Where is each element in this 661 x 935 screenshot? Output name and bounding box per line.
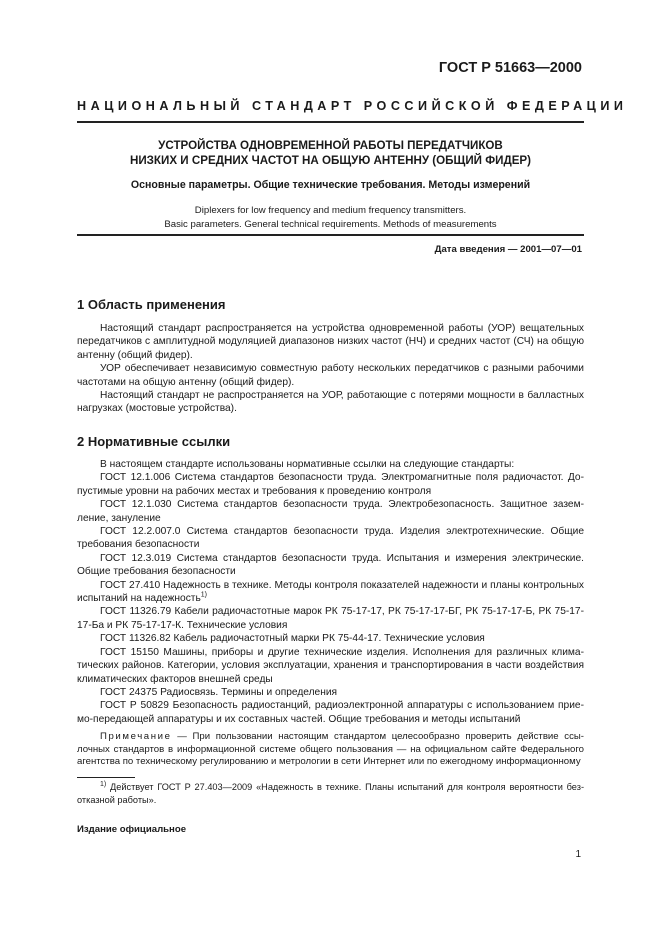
document-subtitle: Основные параметры. Общие технические требования. Методы измерений <box>130 179 531 191</box>
footnote-marker: 1) <box>100 780 107 788</box>
section-2-heading: 2 Нормативные ссылки <box>77 434 231 449</box>
reference-item: ГОСТ 12.1.006 Система стандартов безопасности труда. Электромагнитные поля радиочастот. Допустимые уровни на рабочих местах и требования к проведению контроля <box>77 472 584 497</box>
reference-item <box>77 579 584 606</box>
section-1-body <box>77 322 584 416</box>
section-1-paragraph: Настоящий стандарт не распространяется на УОР, работающие с потерями мощности в балластных нагрузках (мостовые устройства). <box>77 390 584 415</box>
reference-item: ГОСТ Р 50829 Безопасность радиостанций, радиоэлектронной аппаратуры с использованием приемо-передающей аппаратуры и их составных частей. Общие требования и методы испытаний <box>77 700 584 725</box>
reference-item: ГОСТ 12.2.007.0 Система стандартов безопасности труда. Изделия электротехнические. Общие требования безопасности <box>77 526 584 551</box>
section-1-paragraph: Настоящий стандарт распространяется на устройства одновременной работы (УОР) вещательных передатчиков с амплитудной модуляцией диапазонов низких частот (НЧ) и средних частот (СЧ) на общую антенну (общий фидер). <box>77 323 584 361</box>
title-line-1: УСТРОЙСТВА ОДНОВРЕМЕННОЙ РАБОТЫ ПЕРЕДАТЧИКОВ <box>158 139 503 152</box>
section-2-body <box>77 458 584 769</box>
reference-item: ГОСТ 11326.79 Кабели радиочастотные марок РК 75-17-17, РК 75-17-17-БГ, РК 75-17-17-Б, РК 75-17-17-Ба и РК 75-17-17-К. Технические условия <box>77 606 584 631</box>
document-title <box>77 139 584 168</box>
english-title-line-1: Diplexers for low frequency and medium frequency transmitters. <box>194 205 467 216</box>
reference-text: ГОСТ 27.410 Надежность в технике. Методы контроля показателей надежности и планы контрольных испытаний на надежность <box>77 579 584 605</box>
reference-item: ГОСТ 24375 Радиосвязь. Термины и определения <box>100 686 338 698</box>
footnote-divider <box>77 777 135 778</box>
document-number: ГОСТ Р 51663—2000 <box>438 60 582 76</box>
national-standard-heading: НАЦИОНАЛЬНЫЙ СТАНДАРТ РОССИЙСКОЙ ФЕДЕРАЦИИ <box>77 99 628 113</box>
reference-item: ГОСТ 12.3.019 Система стандартов безопасности труда. Испытания и измерения электрические. Общие требования безопасности <box>77 552 584 578</box>
introduction-date: Дата введения — 2001—07—01 <box>434 244 582 255</box>
page-number: 1 <box>575 849 581 860</box>
english-title <box>77 204 584 231</box>
section-2-intro: В настоящем стандарте использованы нормативные ссылки на следующие стандарты: <box>100 459 515 470</box>
title-line-2: НИЗКИХ И СРЕДНИХ ЧАСТОТ НА ОБЩУЮ АНТЕННУ (ОБЩИЙ ФИДЕР) <box>129 153 532 167</box>
footnote-text: Действует ГОСТ Р 27.403—2009 «Надежность в технике. Планы испытаний для контроля вероятности безотказной работы». <box>77 782 584 805</box>
reference-item: ГОСТ 15150 Машины, приборы и другие технические изделия. Исполнения для различных климатических районов. Категории, условия эксплуатации, хранения и транспортирования в части воздействия климатических факторов внешней среды <box>77 646 584 685</box>
title-divider <box>77 234 584 236</box>
note <box>77 731 584 769</box>
section-1-paragraph: УОР обеспечивает независимую совместную работу нескольких передатчиков с разными рабочими частотами на общую антенну (общий фидер). <box>77 363 584 388</box>
reference-item: ГОСТ 11326.82 Кабель радиочастотный марки РК 75-44-17. Технические условия <box>100 633 485 645</box>
edition-label: Издание официальное <box>77 824 187 835</box>
footnote <box>77 781 584 806</box>
english-title-line-2: Basic parameters. General technical requirements. Methods of measurements <box>164 218 497 230</box>
reference-item: ГОСТ 12.1.030 Система стандартов безопасности труда. Электробезопасность. Защитное заземление, зануление <box>77 499 584 524</box>
footnote-marker: 1) <box>200 591 207 599</box>
header-divider <box>77 121 584 123</box>
note-text: — При пользовании настоящим стандартом целесообразно проверить действие ссылочных стандартов в информационной системе общего пользования — на официальном сайте Федерального агентства по техническому регулированию и метрологии в сети Интернет или по ежегодному информационному <box>77 731 584 768</box>
section-1-heading: 1 Область применения <box>77 297 226 312</box>
note-label: Примечание <box>100 731 172 743</box>
